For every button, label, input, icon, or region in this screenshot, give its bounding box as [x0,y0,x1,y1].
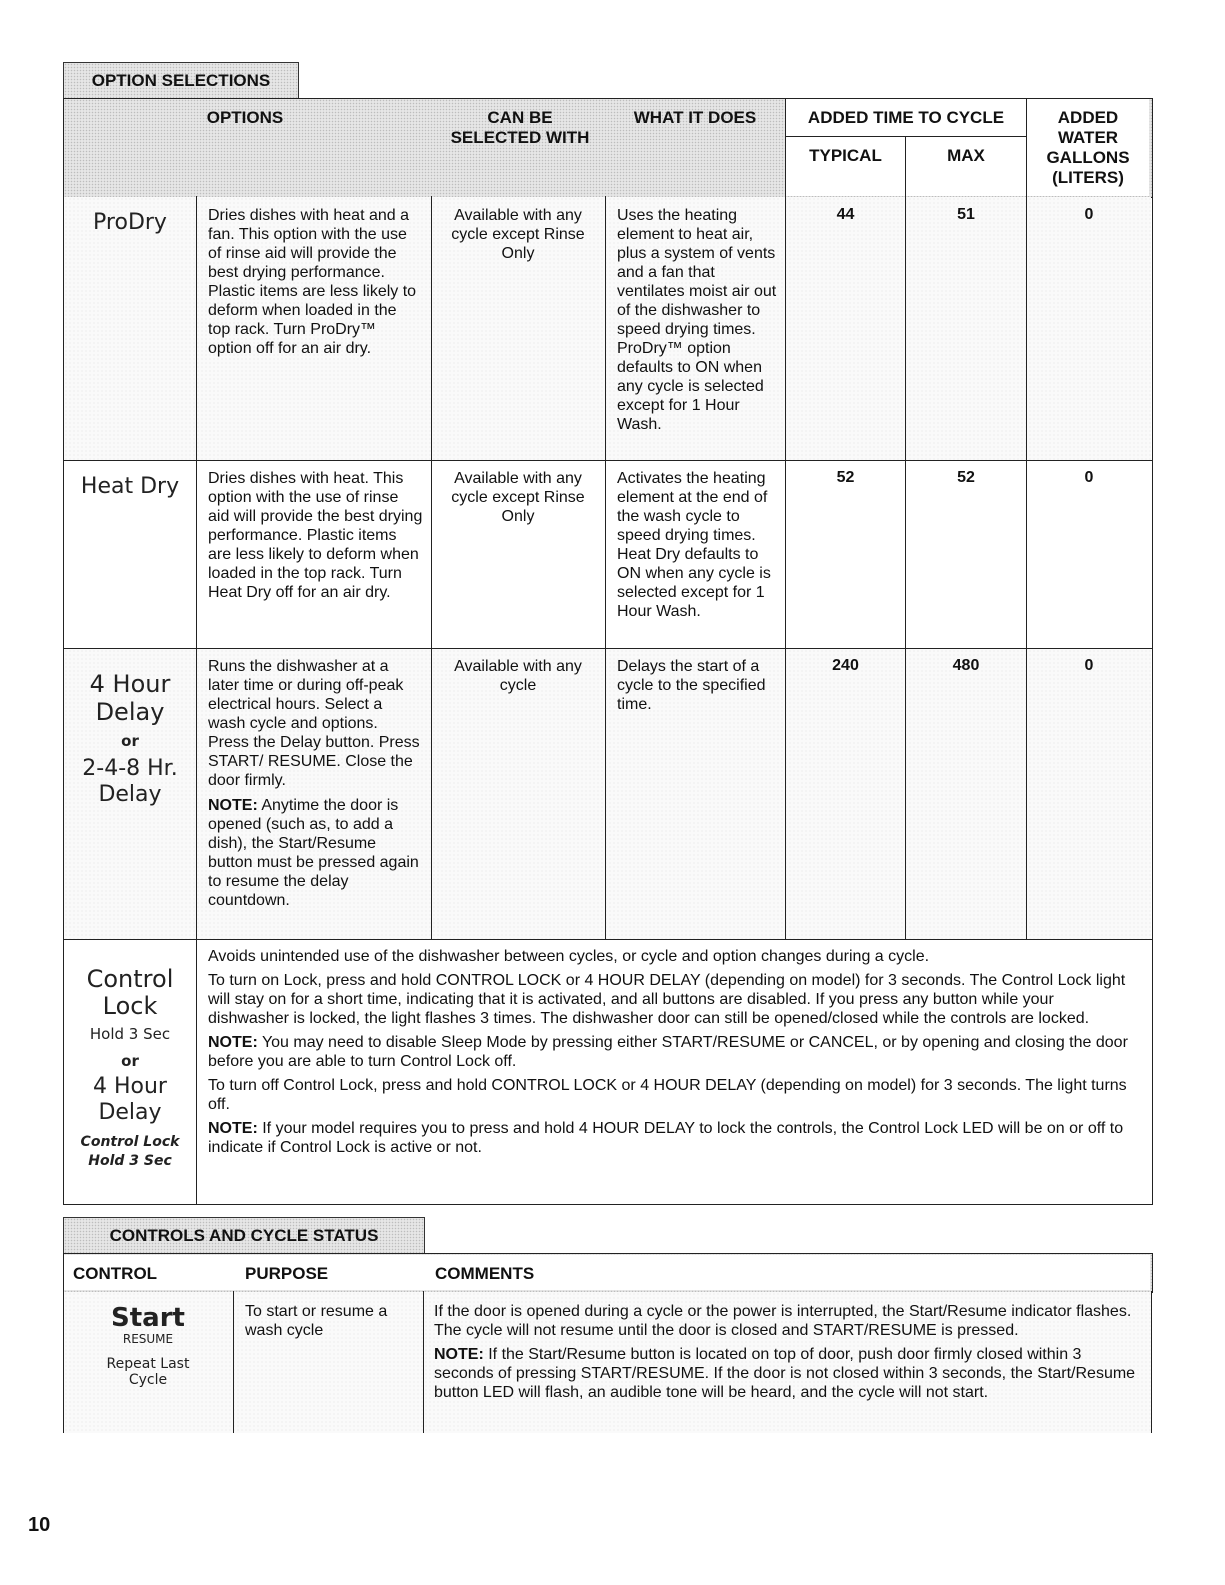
delay-note-label: NOTE: [208,797,258,814]
control-lock-line4: Delay [98,1100,162,1125]
start-sub2-line1: Repeat Last [106,1356,190,1372]
delay-label-line4: Delay [98,782,162,807]
start-comments [434,1302,1142,1402]
prodry-water: 0 [1084,206,1094,223]
control-lock-note1: You may need to disable Sleep Mode by pressing either START/RESUME or CANCEL, or by opening and closing the door before you are able to turn Control Lock off. [208,1034,1128,1070]
header-added-time: ADDED TIME TO CYCLE [807,108,1005,127]
header-control: CONTROL [73,1264,158,1283]
delay-description [208,657,423,910]
page-number: 10 [28,1514,51,1536]
delay-typical: 240 [832,657,859,674]
prodry-description: Dries dishes with heat and a fan. This option with the use of rinse aid will provide the best drying performance. Plastic items are less likely to deform when loaded in the top rack. Turn ProDry™ option off for an air dry. [208,207,417,357]
delay-description-text: Runs the dishwasher at a later time or during off-peak electrical hours. Select a wash cycle and options. Press the Delay button. Press START/ RESUME. Close the door firmly. [208,658,420,789]
delay-what-it-does: Delays the start of a cycle to the specified time. [617,658,766,713]
control-lock-para1: Avoids unintended use of the dishwasher between cycles, or cycle and option changes during a cycle. [208,948,930,965]
controls-status-title: CONTROLS AND CYCLE STATUS [109,1226,379,1245]
start-note-label: NOTE: [434,1346,484,1363]
delay-note-text: Anytime the door is opened (such as, to add a dish), the Start/Resume button must be pressed again to resume the delay countdown. [208,797,419,909]
start-sub: RESUME [122,1332,174,1346]
control-lock-italic2: Hold 3 Sec [88,1153,172,1169]
control-lock-para2: To turn on Lock, press and hold CONTROL LOCK or 4 HOUR DELAY (depending on model) for 3 seconds. The Control Lock light will stay on for a short time, indicating that it is activated, and all buttons are disabled. If you press any button while your dishwasher is locked, the light flashes 3 times. The dishwasher door can still be opened/closed while the controls are locked. [208,972,1126,1027]
heat-dry-description: Dries dishes with heat. This option with the use of rinse aid will provide the best drying performance. Plastic items are less likely to deform when loaded in the top rack. Turn Heat Dry off for an air dry. [208,470,423,601]
controls-status-tab [63,1217,425,1254]
header-typical: TYPICAL [809,146,882,165]
heat-dry-water: 0 [1084,469,1094,486]
header-comments: COMMENTS [435,1264,535,1283]
delay-label-or: or [121,732,139,750]
heat-dry-max: 52 [957,469,975,486]
control-lock-note2: If your model requires you to press and hold 4 HOUR DELAY to lock the controls, the Control Lock LED will be on or off to indicate if Control Lock is active or not. [208,1120,1124,1156]
header-options: OPTIONS [206,108,284,127]
option-label-heat-dry: Heat Dry [80,474,180,499]
delay-label-line1: 4 Hour [89,670,171,698]
start-purpose: To start or resume a wash cycle [245,1303,388,1339]
control-lock-or: or [121,1052,139,1070]
delay-label-line2: Delay [95,698,165,726]
prodry-typical: 44 [836,206,855,223]
header-purpose: PURPOSE [245,1264,329,1283]
control-lock-text [208,947,1138,1157]
control-lock-line2: Lock [102,992,158,1020]
header-what-it-does: WHAT IT DOES [633,108,757,127]
start-resume-button-label [64,1304,232,1388]
control-lock-note2-label: NOTE: [208,1120,258,1137]
start-sub2-line2: Cycle [128,1372,168,1388]
option-selections-tab [63,62,299,99]
start-comment1: If the door is opened during a cycle or the power is interrupted, the Start/Resume indicator flashes. The cycle will not resume until the door is closed and START/RESUME is pressed. [434,1303,1132,1339]
start-label: Start [111,1303,185,1333]
start-note: If the Start/Resume button is located on top of door, push door firmly closed within 3 seconds of pressing START/RESUME. If the door is not closed within 3 seconds, the Start/Resume button LED will flash, an audible tone will be heard, and the cycle will not start. [434,1346,1136,1401]
delay-label-line3: 2-4-8 Hr. [82,756,178,781]
control-lock-note1-label: NOTE: [208,1034,258,1051]
delay-selected-with: Available with any cycle [454,658,582,694]
prodry-max: 51 [957,206,975,223]
delay-water: 0 [1084,657,1094,674]
control-lock-hold: Hold 3 Sec [89,1025,171,1043]
prodry-selected-with: Available with any cycle except Rinse Only [451,207,585,262]
heat-dry-what-it-does: Activates the heating element at the end of the wash cycle to speed drying times. Heat Dry defaults to ON when any cycle is selected except for 1 Hour Wash. [617,470,771,620]
heat-dry-selected-with: Available with any cycle except Rinse Only [451,470,585,525]
header-max: MAX [947,146,985,165]
control-lock-para3: To turn off Control Lock, press and hold CONTROL LOCK or 4 HOUR DELAY (depending on model) for 3 seconds. The light turns off. [208,1077,1127,1113]
option-label-delay [64,670,196,808]
heat-dry-typical: 52 [836,469,855,486]
option-label-prodry: ProDry [93,210,167,235]
option-selections-title: OPTION SELECTIONS [91,71,271,90]
option-label-control-lock [64,966,196,1170]
control-lock-line3: 4 Hour [93,1074,167,1099]
header-added-water: ADDED WATER GALLONS (LITERS) [1046,108,1130,187]
control-lock-italic1: Control Lock [80,1134,180,1150]
control-lock-line1: Control [86,965,174,993]
prodry-what-it-does: Uses the heating element to heat air, plus a system of vents and a fan that ventilates moist air out of the dishwasher to speed drying times. ProDry™ option defaults to ON when any cycle is selected except for 1 Hour Wash. [617,207,777,433]
header-can-be-selected: CAN BE SELECTED WITH [450,108,590,147]
delay-max: 480 [952,657,980,674]
